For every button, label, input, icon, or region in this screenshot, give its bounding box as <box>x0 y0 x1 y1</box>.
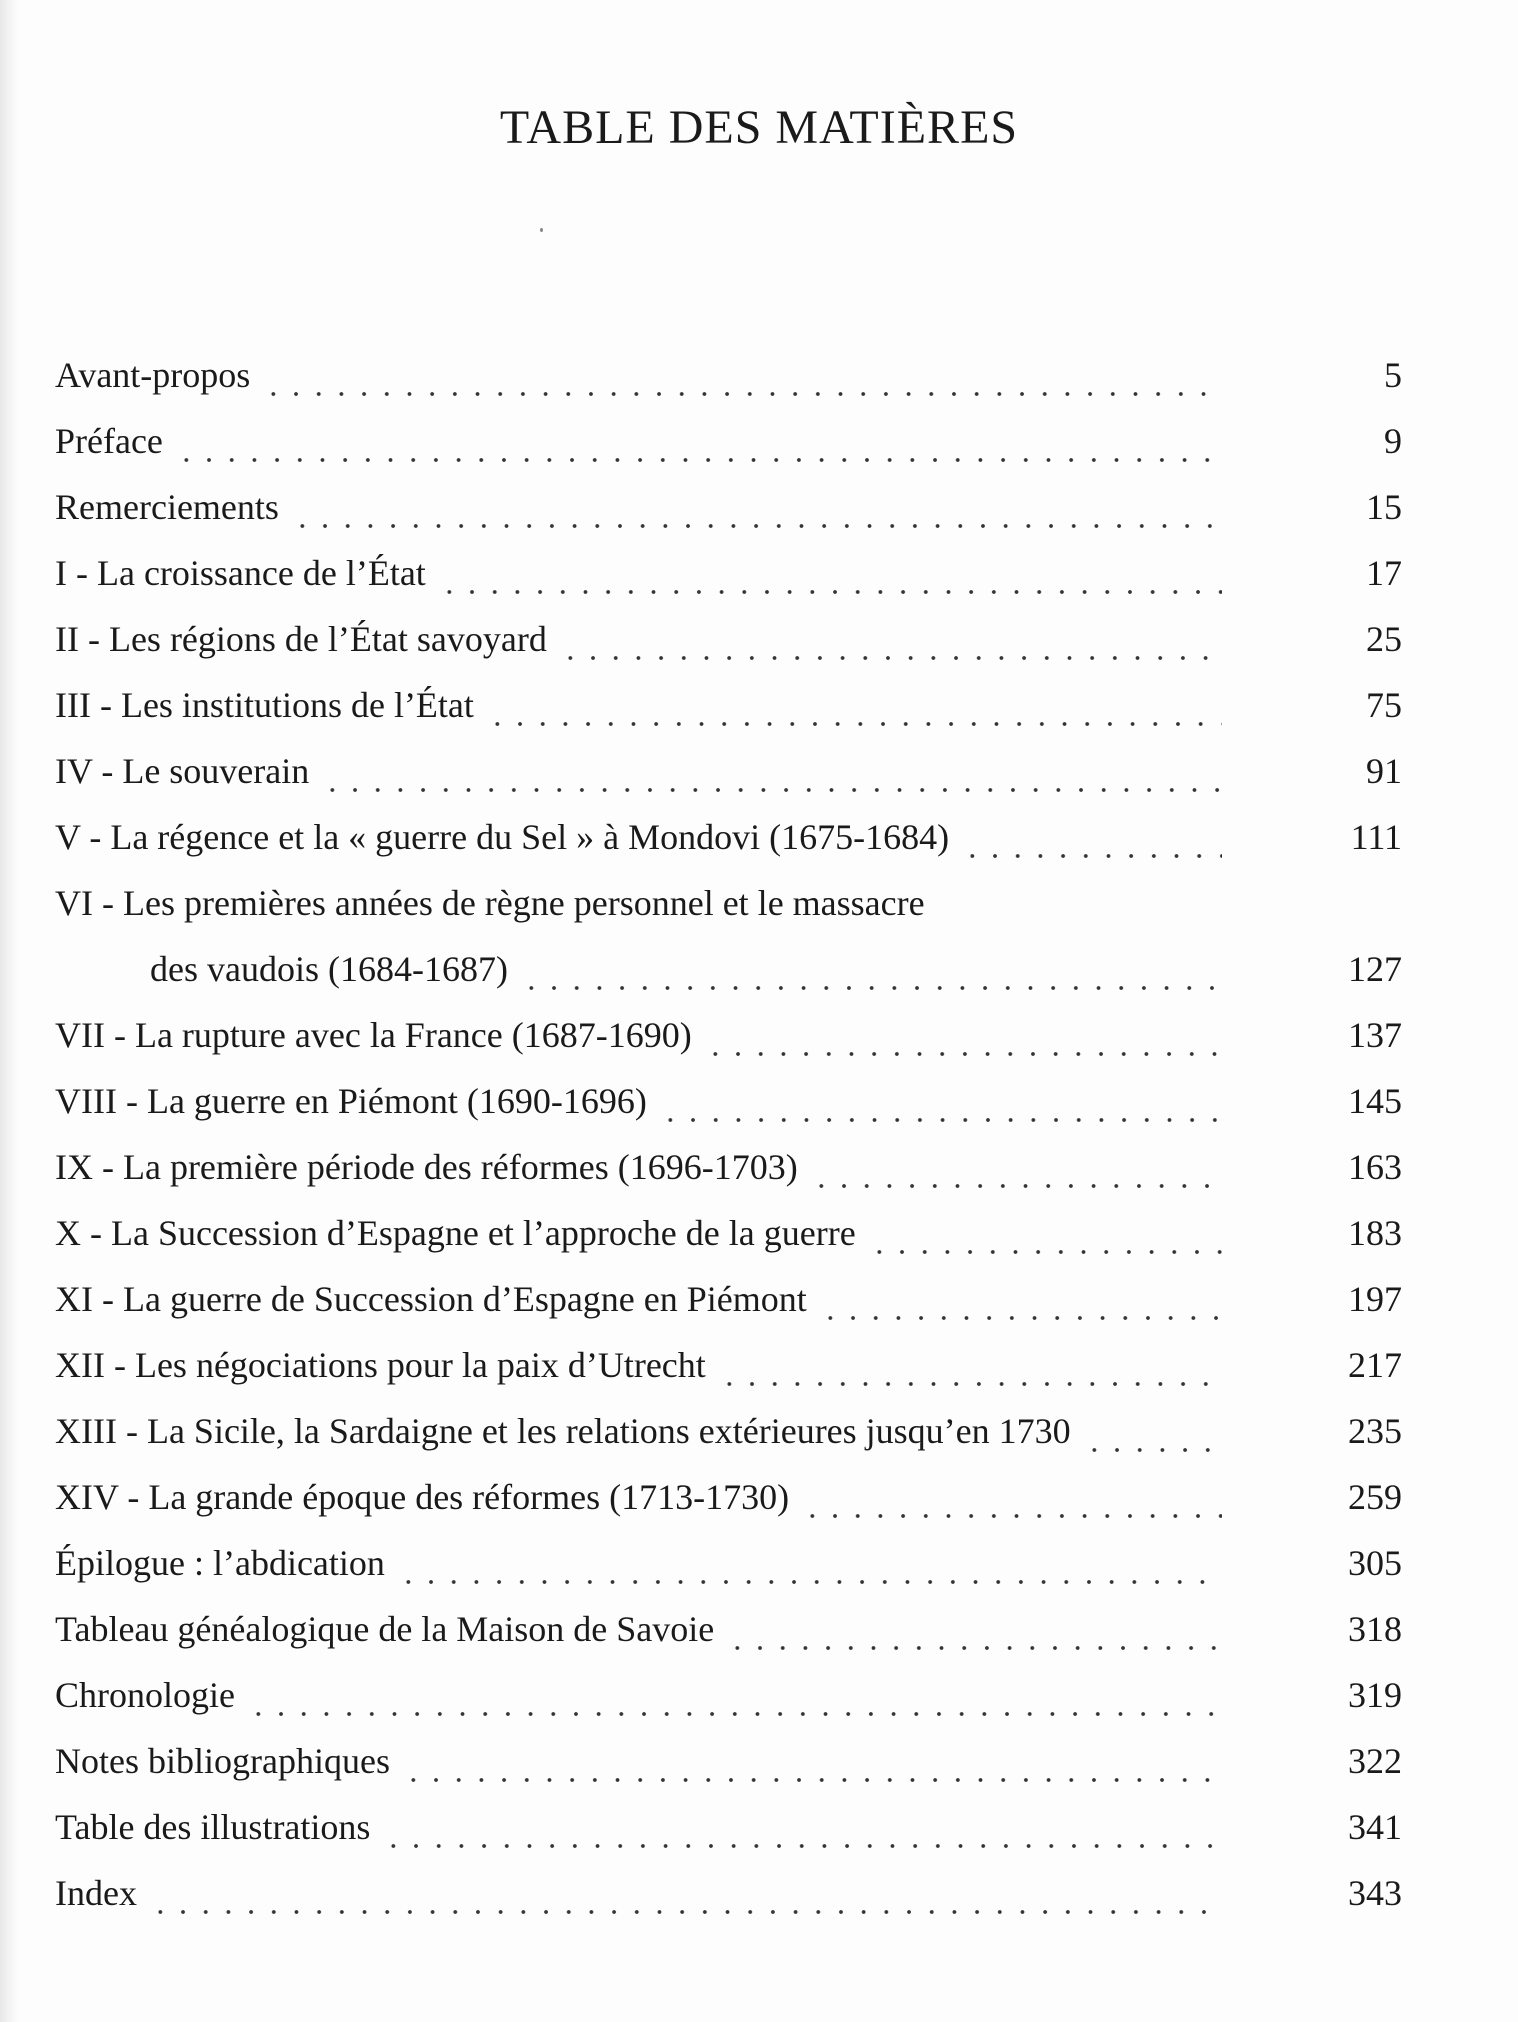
dot-leader <box>149 1908 1222 1916</box>
toc-entry-label: IV - Le souverain <box>55 751 310 791</box>
dot-leader <box>704 1050 1222 1058</box>
toc-entry-chapter-1[interactable] <box>55 552 1402 618</box>
toc-entry-chapter-3[interactable] <box>55 684 1402 750</box>
toc-entry-page: 75 <box>1366 685 1402 725</box>
toc-entry-remerciements[interactable] <box>55 486 1402 552</box>
table-of-contents <box>55 354 1402 1938</box>
dot-leader <box>402 1776 1222 1784</box>
toc-entry-page: 217 <box>1348 1345 1402 1385</box>
toc-entry-label: Index <box>55 1873 137 1913</box>
toc-entry-page: 322 <box>1348 1741 1402 1781</box>
toc-entry-chapter-7[interactable] <box>55 1014 1402 1080</box>
toc-entry-page: 17 <box>1366 553 1402 593</box>
toc-entry-page: 305 <box>1348 1543 1402 1583</box>
toc-entry-label: VII - La rupture avec la France (1687-1690) <box>55 1015 692 1055</box>
dot-leader <box>726 1644 1222 1652</box>
toc-entry-label: XIII - La Sicile, la Sardaigne et les relations extérieures jusqu’en 1730 <box>55 1411 1071 1451</box>
dot-leader <box>438 588 1222 596</box>
toc-entry-label: des vaudois (1684-1687) <box>150 949 508 989</box>
toc-entry-label: V - La régence et la « guerre du Sel » à Mondovi (1675-1684) <box>55 817 950 857</box>
toc-entry-page: 145 <box>1348 1081 1402 1121</box>
dot-leader <box>868 1248 1222 1256</box>
toc-entry-label: Tableau généalogique de la Maison de Savoie <box>55 1609 715 1649</box>
toc-entry-epilogue[interactable] <box>55 1542 1402 1608</box>
dot-leader <box>382 1842 1222 1850</box>
toc-entry-label: X - La Succession d’Espagne et l’approche de la guerre <box>55 1213 856 1253</box>
toc-entry-page: 319 <box>1348 1675 1402 1715</box>
toc-entry-label: III - Les institutions de l’État <box>55 685 474 725</box>
toc-entry-label: VI - Les premières années de règne personnel et le massacre <box>55 883 925 923</box>
toc-entry-label: XIV - La grande époque des réformes (1713-1730) <box>55 1477 790 1517</box>
toc-entry-page: 343 <box>1348 1873 1402 1913</box>
dot-leader <box>961 852 1222 860</box>
toc-entry-page: 341 <box>1348 1807 1402 1847</box>
toc-entry-chapter-14[interactable] <box>55 1476 1402 1542</box>
toc-entry-label: IX - La première période des réformes (1696-1703) <box>55 1147 798 1187</box>
dot-leader <box>559 654 1222 662</box>
toc-entry-page: 137 <box>1348 1015 1402 1055</box>
dot-leader <box>819 1314 1222 1322</box>
toc-entry-page: 91 <box>1366 751 1402 791</box>
toc-entry-tableau-genealogique[interactable] <box>55 1608 1402 1674</box>
dot-leader <box>486 720 1222 728</box>
dot-leader <box>520 984 1222 992</box>
dot-leader <box>262 390 1222 398</box>
toc-entry-chapter-4[interactable] <box>55 750 1402 816</box>
toc-entry-page: 9 <box>1384 421 1402 461</box>
toc-entry-chapter-9[interactable] <box>55 1146 1402 1212</box>
toc-entry-label: Chronologie <box>55 1675 235 1715</box>
toc-entry-label: Avant-propos <box>55 355 251 395</box>
toc-entry-label: XI - La guerre de Succession d’Espagne en Piémont <box>55 1279 807 1319</box>
toc-entry-avant-propos[interactable] <box>55 354 1402 420</box>
dot-leader <box>175 456 1222 464</box>
toc-entry-chapter-2[interactable] <box>55 618 1402 684</box>
toc-entry-label: VIII - La guerre en Piémont (1690-1696) <box>55 1081 647 1121</box>
dot-leader <box>659 1116 1222 1124</box>
toc-entry-chapter-6-line-1[interactable] <box>55 882 1402 948</box>
toc-entry-chapter-12[interactable] <box>55 1344 1402 1410</box>
toc-entry-page: 111 <box>1350 817 1402 857</box>
toc-entry-label: II - Les régions de l’État savoyard <box>55 619 547 659</box>
page-edge-shadow <box>0 0 18 2022</box>
toc-entry-page: 318 <box>1348 1609 1402 1649</box>
dot-leader <box>810 1182 1222 1190</box>
dot-leader <box>1083 1446 1222 1454</box>
dot-leader <box>718 1380 1222 1388</box>
toc-entry-label: Préface <box>55 421 163 461</box>
dot-leader <box>291 522 1222 530</box>
dot-leader <box>247 1710 1222 1718</box>
toc-entry-label: Table des illustrations <box>55 1807 371 1847</box>
toc-entry-page: 163 <box>1348 1147 1402 1187</box>
toc-entry-chapter-11[interactable] <box>55 1278 1402 1344</box>
toc-entry-label: Remerciements <box>55 487 279 527</box>
toc-entry-page: 15 <box>1366 487 1402 527</box>
scan-speck <box>540 228 543 232</box>
toc-entry-page: 127 <box>1348 949 1402 989</box>
toc-entry-label: Notes bibliographiques <box>55 1741 390 1781</box>
toc-entry-page: 25 <box>1366 619 1402 659</box>
toc-entry-chronologie[interactable] <box>55 1674 1402 1740</box>
toc-entry-page: 5 <box>1384 355 1402 395</box>
page-title: TABLE DES MATIÈRES <box>499 101 1019 154</box>
toc-entry-page: 235 <box>1348 1411 1402 1451</box>
dot-leader <box>321 786 1222 794</box>
toc-entry-notes-bibliographiques[interactable] <box>55 1740 1402 1806</box>
toc-entry-chapter-8[interactable] <box>55 1080 1402 1146</box>
toc-entry-index[interactable] <box>55 1872 1402 1938</box>
toc-entry-preface[interactable] <box>55 420 1402 486</box>
toc-entry-label: Épilogue : l’abdication <box>55 1543 385 1583</box>
toc-entry-label: XII - Les négociations pour la paix d’Utrecht <box>55 1345 706 1385</box>
toc-entry-page: 197 <box>1348 1279 1402 1319</box>
toc-entry-chapter-13[interactable] <box>55 1410 1402 1476</box>
toc-entry-page: 259 <box>1348 1477 1402 1517</box>
toc-entry-label: I - La croissance de l’État <box>55 553 426 593</box>
toc-entry-chapter-5[interactable] <box>55 816 1402 882</box>
dot-leader <box>801 1512 1222 1520</box>
toc-entry-chapter-10[interactable] <box>55 1212 1402 1278</box>
dot-leader <box>397 1578 1222 1586</box>
toc-entry-chapter-6-line-2[interactable] <box>55 948 1402 1014</box>
toc-entry-table-des-illustrations[interactable] <box>55 1806 1402 1872</box>
toc-entry-page: 183 <box>1348 1213 1402 1253</box>
